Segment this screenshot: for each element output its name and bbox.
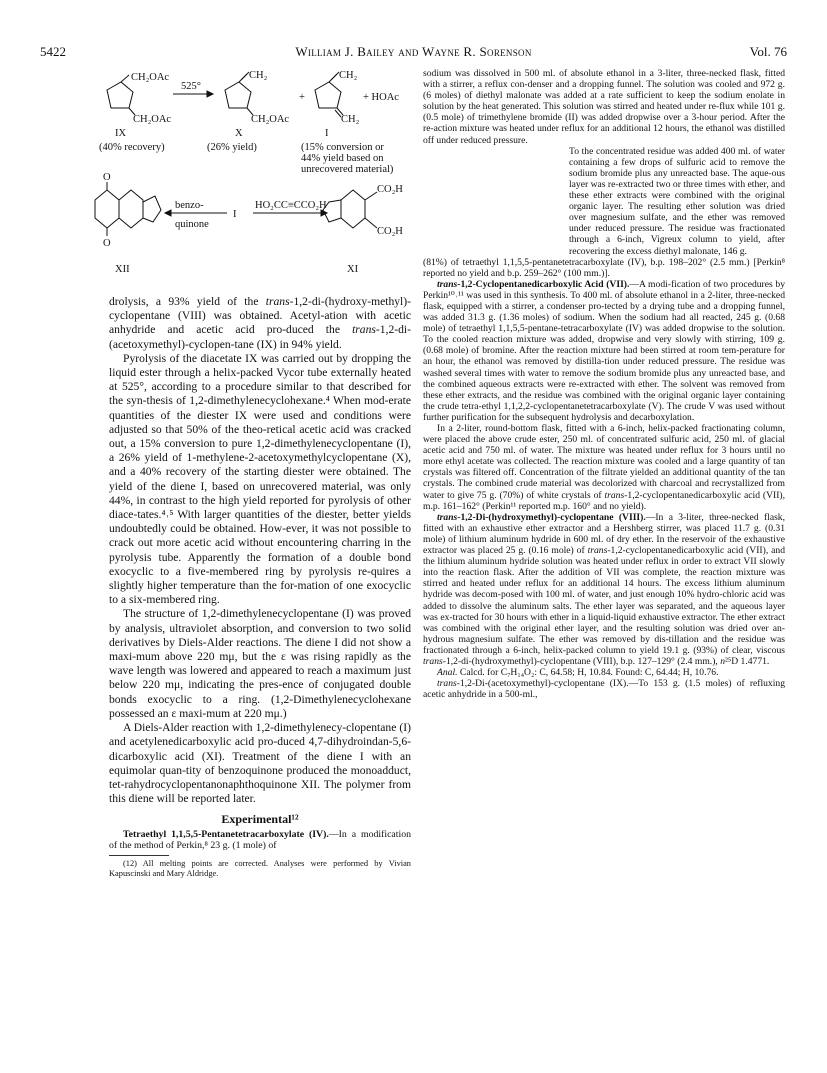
experimental-paragraph: Tetraethyl 1,1,5,5-Pentanetetracarboxylate (IV).—In a modification of the method of Perkin,⁸ 23 g. (1 mole) of: [109, 828, 412, 851]
xi-co2h-top: CO₂H: [377, 184, 403, 195]
x-yield-note: (26% yield): [207, 142, 257, 153]
i-substituent-top: CH₂: [339, 70, 358, 81]
xii-oxygen-top: O: [103, 172, 111, 183]
acetylenedicarboxylic-acid: HO₂CC≡CCO₂H: [255, 200, 327, 211]
xii-oxygen-bottom: O: [103, 238, 111, 249]
ix-substituent-bottom: CH₂OAc: [133, 114, 172, 125]
ix-substituent-top: CH₂OAc: [131, 72, 170, 83]
i-ring: [315, 82, 341, 108]
paragraph: drolysis, a 93% yield of the trans-1,2-di-(hydroxy-methyl)-cyclopentane (VIII) was obtained. Acetyl-ation with acetic anhydride and acetic acid pro-duced the trans-1,2-di-(acetoxymethyl)-cyclopen-tane (IX) in 94% yield.: [109, 295, 411, 351]
paragraph: trans-1,2-Di-(hydroxymethyl)-cyclopentane (VIII).—In a 3-liter, three-necked flask, fitted with an exhaustive ether extractor and a Hershberg stirrer, was placed 11.7 g. (0.31 mole) of lithium aluminum hydride in 600 ml. of dry ether. In the reservoir of the exhaustive extractor was placed 25 g. (0.16 mole) of trans-1,2-cyclopentanedicarboxylic acid (VII), and the lithium aluminum hydride solution was heated under reflux in order to extract VII slowly into the reaction flask. After the addition of VII was complete, the reaction mixture was stirred and heated under reflux for an additional 14 hours. The excess lithium aluminum hydride was decom-posed with 100 ml. of water, and just enough 10% hydro-chloric acid was added to dissolve the aluminum salts. The ether layer was separated, and the aqueous layer was ex-tracted for 30 hours with ether in a liquid-liquid exhaustive extractor. The ether extract was combined with the original ether layer, and the resulting solution was dried over an-hydrous magnesium sulfate. The ether was removed by dis-tillation and the residue was fractionated through a 6-inch, helix-packed column to yield 19.1 g. (93%) of clear, viscous trans-1,2-di-(hydroxymethyl)-cyclopentane (VIII), b.p. 127–129° (2.4 mm.), n²⁵D 1.4771.: [423, 511, 786, 667]
left-column: [109, 295, 411, 879]
running-authors: William J. Bailey and Wayne R. Sorenson: [295, 44, 532, 59]
paragraph: In a 2-liter, round-bottom flask, fitted with a 6-inch, helix-packed fractionating column, were placed the above crude ester, 250 ml. of concentrated sulfuric acid, 250 ml. of glacial acetic acid and 750 ml. of water. The mixture was heated under reflux for 3 hours until no more ethyl acetate was collected. The reaction mixture was cooled and a large quantity of tan crystals was filtered off. Concentration of the filtrate yielded an additional quantity of the tan crystals. The combined crude material was decolorized with charcoal and recrystallized from water to give 75 g. (70%) of white crystals of trans-1,2-cyclopentanedicarboxylic acid (VII), m.p. 161–162° (Perkin¹¹ reported m.p. 160° and no yield).: [423, 423, 785, 512]
paragraph: Pyrolysis of the diacetate IX was carried out by dropping the liquid ester through a helix-packed Vycor tube externally heated at 525°, according to a procedure similar to that described for the syn-thesis of 1,2-dimethylenecyclohexane.⁴ When mod-erate quantities of the diester IX were used and conditions were adjusted so that 50% of the theo-retical acetic acid was cracked out, a 15% conversion to pure 1,2-dimethylenecyclopentane (I), a 26% yield of 1-methylene-2-acetoxymethylcyclopentane (X), and a 40% recovery of the starting diester were obtained. The yield of the diene I, based on unrecovered material, was only 44%, in contrast to the high yield reported for pyrolysis of other diace-tates.⁴˒⁵ With larger quantities of the diester, better yields undoubtedly could be obtained. How-ever, it was not possible to crack out more acetic acid without encountering charring in the pyrolysis tube. Apparently the formation of a double bond exocyclic to a five-membered ring by pyrolysis re-quires a slightly higher temperature than the for-mation of one exocyclic to a six-membered ring.: [109, 351, 411, 607]
reagent-benzoquinone-1: benzo-: [175, 200, 204, 211]
pyrolysis-temperature: 525°: [181, 81, 201, 92]
plus-sign: +: [299, 92, 305, 103]
paragraph: The structure of 1,2-dimethylenecyclopentane (I) was proved by analysis, ultraviolet absorption, and conversion to two solid derivatives by Diels-Alder reactions. The diene I did not show a maxi-mum above 220 mμ, but the ε was rising rapidly as the wave length was lowered and appeared to reach a maximum just below 220 mμ, indicating the pres-ence of conjugated double bonds exocyclic to a ring. (1,2-Dimethylenecyclohexane possessed an ε maxi-mum at 220 mμ.): [109, 607, 411, 720]
ix-yield-note: (40% recovery): [99, 142, 165, 153]
diene-label-i: I: [233, 209, 237, 220]
compound-label-i: I: [325, 128, 329, 139]
page-header: [40, 44, 787, 60]
xii-ring-a: [95, 190, 119, 228]
compound-label-x: X: [235, 128, 243, 139]
i-yield-note-3: unrecovered material): [301, 164, 394, 175]
i-substituent-bottom: CH₂: [341, 114, 360, 125]
x-ring: [225, 82, 251, 108]
paragraph: sodium was dissolved in 500 ml. of absolute ethanol in a 3-liter, three-necked flask, fitted with a stirrer, a reflux con-denser and a dropping funnel. The solution was cooled and 972 g. (6 moles) of diethyl malonate was added at a rate sufficient to keep the sodium enolate in solution by the heat generated. This solution was stirred and heated under re-flux while 101 g. (0.5 mole) of trimethylene bromide (II) was added dropwise over a 3-hour period. After the re-action mixture was heated under reflux for an additional 12 hours, the ethanol was distilled off under reduced pressure.: [423, 68, 785, 146]
paragraph-beside-scheme: To the concentrated residue was added 400 ml. of water containing a few drops of sulfuric acid to remove the sodium bromide plus any unreacted base. The aque-ous layer was re-extracted two or three times with ether, and these ether extracts were combined with the original organic layer. The resulting ether solution was dried over magnesium sulfate, and the ether was removed under reduced pressure. The residue was fractionated through a 6-inch, Vigreux column to yield, after recovering the excess diethyl malonate, 146 g.: [569, 145, 785, 257]
reaction-scheme-figure: [95, 70, 425, 295]
experimental-heading: Experimental¹²: [221, 812, 299, 827]
hoac-product: + HOAc: [363, 92, 399, 103]
ix-ring: [107, 82, 133, 108]
xii-ring-c: [143, 196, 161, 222]
x-substituent-top: CH₂: [249, 70, 268, 81]
paragraph: A Diels-Alder reaction with 1,2-dimethylenecy-clopentane (I) and acetylenedicarboxylic acid pro-duced 4,7-dihydroindan-5,6-dicarboxylic acid (XI). Treatment of the diene I with an equimolar quan-tity of benzoquinone produced the monoadduct, tet-rahydrocyclopentanonaphthoquinone XII. The polymer from this diene will be reported later.: [109, 721, 411, 806]
i-yield-note-1: (15% conversion or: [301, 142, 384, 153]
paragraph: trans-1,2-Di-(acetoxymethyl)-cyclopentane (IX).—To 153 g. (1.5 moles) of refluxing acetic anhydride in a 500-ml.,: [423, 678, 785, 701]
xi-co2h-bottom: CO₂H: [377, 226, 403, 237]
compound-label-ix: IX: [115, 128, 127, 139]
xii-ring-b: [119, 190, 143, 228]
footnote: (12) All melting points are corrected. Analyses were performed by Vivian Kapuscinski and Mary Aldridge.: [109, 858, 411, 878]
compound-label-xii: XII: [115, 264, 130, 275]
paragraph: Anal. Calcd. for C₇H₁₄O₂: C, 64.58; H, 10.84. Found: C, 64.44; H, 10.76.: [437, 667, 719, 679]
reagent-benzoquinone-2: quinone: [175, 219, 209, 230]
reaction-schemes: [95, 70, 425, 295]
volume-label: Vol. 76: [749, 44, 787, 59]
compound-label-xi: XI: [347, 264, 359, 275]
i-yield-note-2: 44% yield based on: [301, 153, 384, 164]
right-column: [423, 68, 785, 700]
x-substituent-bottom: CH₂OAc: [251, 114, 290, 125]
paragraph: trans-1,2-Cyclopentanedicarboxylic Acid (VII).—A modi-fication of two procedures by Perkin¹⁰˒¹¹ was used in this synthesis. To 400 ml. of absolute ethanol in a 2-liter, three-necked flask, equipped with a stirrer, a condenser pro-tected by a drying tube and a dropping funnel, was added 31.3 g. (1.36 moles) of sodium. When the sodium had all reacted, 245 g. (0.68 mole) of tetraethyl 1,1,5,5-pentane-tetracarboxylate (IV) was added dropwise to the solution. To the cooled reaction mixture was added, dropwise and very slowly with stirring, 109 g. (0.68 mole) of bromine. After the reaction mixture had been stirred at room tem-perature for an hour, the ethanol was removed by distilla-tion under reduced pressure. The residue was washed several times with water to remove the sodium bromide plus any unreacted base, and the combined aqueous extracts were re-extracted with ether. The solvent was removed from these ether extracts, and the residue was combined with the original organic layer containing the crude tetra-ethyl 1,1,2,2-cyclopentanetetracarboxylate (V). The crude V was used without further purification for the subsequent hydrolysis and decarboxylation.: [423, 278, 785, 423]
xi-ring-a: [341, 190, 365, 228]
paragraph: (81%) of tetraethyl 1,1,5,5-pentanetetracarboxylate (IV), b.p. 198–202° (2.5 mm.) [Perkin⁸ reported no yield and b.p. 259–262° (100 mm.)].: [423, 256, 785, 279]
footnote-rule: [109, 855, 169, 856]
page-number: 5422: [40, 44, 66, 59]
